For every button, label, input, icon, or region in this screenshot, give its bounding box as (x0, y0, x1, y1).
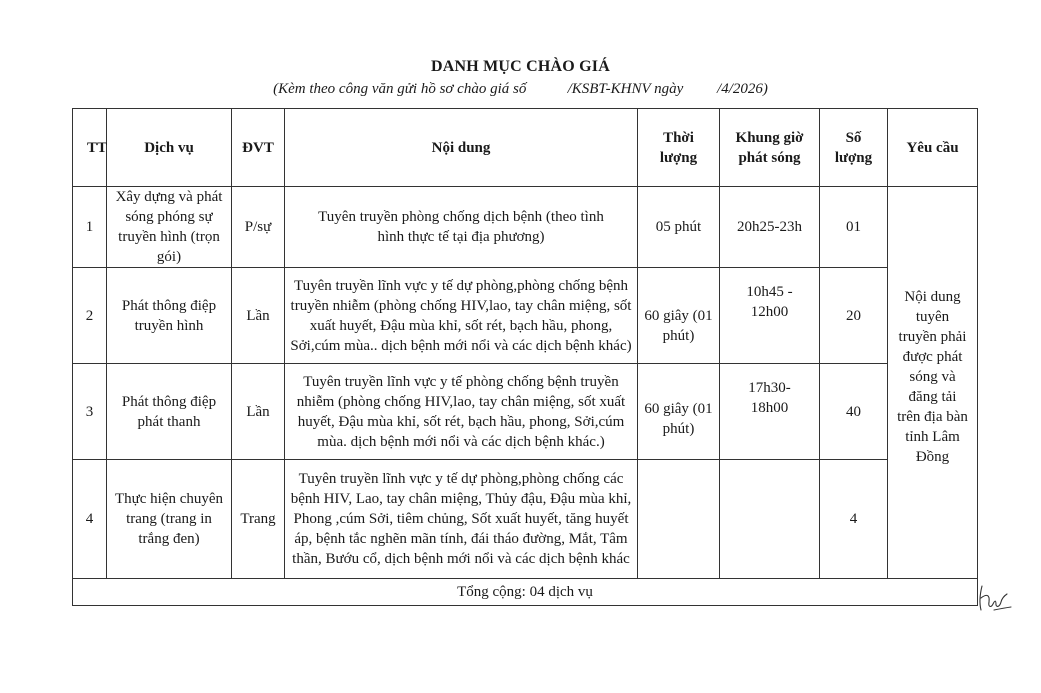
row-duration (638, 460, 720, 579)
row-content: Tuyên truyền lĩnh vực y tế phòng chống bệnh truyền nhiễm (phòng chống HIV,lao, tay chân miệng, sốt xuất huyết, Đậu mùa khỉ, sốt rét, bạch hầu, phong, Sởi,cúm mùa. dịch bệnh mới nổi và các dịch bệnh khác.) (285, 364, 638, 460)
header-service: Dịch vụ (107, 109, 232, 187)
row-unit: Trang (232, 460, 285, 579)
row-tt: 3 (73, 364, 107, 460)
row-unit: Lần (232, 364, 285, 460)
row-quantity: 20 (820, 268, 888, 364)
row-duration: 05 phút (638, 187, 720, 268)
row-content: Tuyên truyền lĩnh vực y tế dự phòng,phòng chống bệnh truyền nhiễm (phòng chống HIV,lao, tay chân miệng, sốt xuất huyết, Đậu mùa khỉ, sốt rét, bạch hầu, phong, Sởi,cúm mùa.. dịch bệnh mới nổi và các dịch bệnh khác) (285, 268, 638, 364)
header-content: Nội dung (285, 109, 638, 187)
row-duration: 60 giây (01 phút) (638, 364, 720, 460)
document-title: DANH MỤC CHÀO GIÁ (431, 58, 610, 75)
row-content: Tuyên truyền lĩnh vực y tế dự phòng,phòng chống các bệnh HIV, Lao, tay chân miệng, Thủy đậu, Đậu mùa khỉ, Phong ,cúm Sởi, tiêm chủng, Sốt xuất huyết, tăng huyết áp, bệnh tắc nghẽn mãn tính, đái tháo đường, Mắt, Tâm thần, Bướu cổ, dịch bệnh mới nổi và các dịch bệnh khác (285, 460, 638, 579)
row-content: Tuyên truyền phòng chống dịch bệnh (theo tình hình thực tế tại địa phương) (285, 187, 638, 268)
total-row (73, 579, 978, 606)
signature-mark (974, 580, 1014, 614)
row-timeslot: 10h45 - 12h00 (720, 268, 820, 364)
header-tt: TT (73, 109, 107, 187)
row-timeslot: 20h25-23h (720, 187, 820, 268)
row-quantity: 01 (820, 187, 888, 268)
document-subtitle: (Kèm theo công văn gửi hồ sơ chào giá số /KSBT-KHNV ngày /4/2026) (273, 81, 768, 97)
row-service: Thực hiện chuyên trang (trang in trắng đen) (107, 460, 232, 579)
row-unit: Lần (232, 268, 285, 364)
header-timeslot: Khung giờ phát sóng (720, 109, 820, 187)
row-timeslot (720, 460, 820, 579)
row-tt: 4 (73, 460, 107, 579)
table-row (73, 460, 978, 579)
price-quote-table (72, 108, 978, 606)
header-requirement: Yêu cầu (888, 109, 978, 187)
row-service: Phát thông điệp truyền hình (107, 268, 232, 364)
row-service: Phát thông điệp phát thanh (107, 364, 232, 460)
table-row (73, 268, 978, 364)
header-row (73, 109, 978, 187)
row-service: Xây dựng và phát sóng phóng sự truyền hình (trọn gói) (107, 187, 232, 268)
header-duration: Thời lượng (638, 109, 720, 187)
total-label: Tổng cộng: 04 dịch vụ (73, 579, 978, 606)
row-quantity: 40 (820, 364, 888, 460)
row-timeslot: 17h30- 18h00 (720, 364, 820, 460)
row-tt: 1 (73, 187, 107, 268)
table-row (73, 364, 978, 460)
requirement-cell: Nội dung tuyên truyền phải được phát sóng và đăng tải trên địa bàn tỉnh Lâm Đồng (888, 187, 978, 579)
table-row (73, 187, 978, 268)
row-duration: 60 giây (01 phút) (638, 268, 720, 364)
row-quantity: 4 (820, 460, 888, 579)
row-unit: P/sự (232, 187, 285, 268)
header-unit: ĐVT (232, 109, 285, 187)
header-quantity: Số lượng (820, 109, 888, 187)
row-tt: 2 (73, 268, 107, 364)
